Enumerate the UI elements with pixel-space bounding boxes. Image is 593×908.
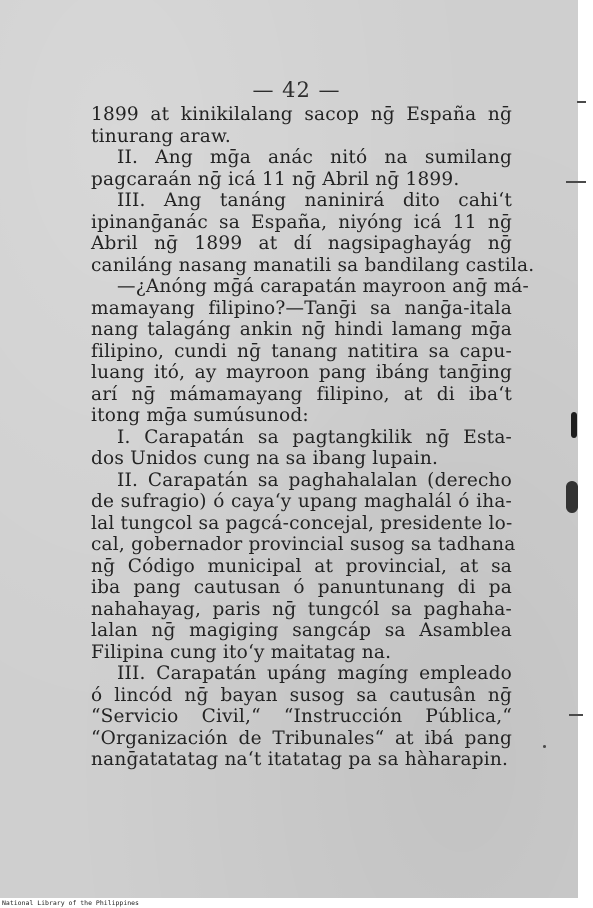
text-line: III. Carapatán upáng magíng empleado <box>117 663 512 684</box>
text-line: I. Carapatán sa pagtangkilik nḡ Esta- <box>117 426 512 448</box>
text-line: tinurang araw. <box>91 125 231 147</box>
text-line: pagcaraán nḡ icá 11 nḡ Abril nḡ 1899. <box>91 168 460 190</box>
text-line: Filipina cung ito‘y maitatag na. <box>91 641 392 663</box>
margin-ink-blot <box>566 481 578 513</box>
text-line: nḡ Código municipal at provincial, at sa <box>91 555 512 577</box>
library-credit: National Library of the Philippines <box>2 899 139 907</box>
margin-dash-mark <box>569 714 583 716</box>
text-line: “Servicio Civil,“ “Instrucción Pública,“ <box>91 706 512 727</box>
margin-dot-mark <box>543 745 546 748</box>
text-line: cal, gobernador provincial susog sa tadhana <box>91 534 516 555</box>
text-line: III. Ang tanáng naninirá dito cahi‘t <box>117 190 512 211</box>
text-line: dos Unidos cung na sa ibang lupain. <box>91 448 439 469</box>
text-line: mamayang filipino?—Tanḡi sa nanḡa-itala <box>91 297 512 319</box>
text-line: II. Ang mḡa anác nitó na sumilang <box>117 147 512 168</box>
page-number: — 42 — <box>252 78 341 102</box>
text-line: de sufragio) ó caya‘y upang maghalál ó iha- <box>91 491 512 512</box>
text-line: ó lincód nḡ bayan susog sa cautusân nḡ <box>91 684 512 706</box>
margin-dash-mark <box>566 181 586 183</box>
text-line: nanḡatatatag na‘t itatatag pa sa hàharapin. <box>91 749 509 770</box>
text-line: iba pang cautusan ó panuntunang di pa <box>91 577 512 598</box>
text-line: nang talagáng ankin nḡ hindi lamang mḡa <box>91 319 512 340</box>
text-line: lalan nḡ magiging sangcáp sa Asamblea <box>91 620 512 641</box>
text-line: luang itó, ay mayroon pang ibáng tanḡing <box>91 362 512 383</box>
margin-ink-blot <box>571 412 577 438</box>
text-line: itong mḡa sumúsunod: <box>91 405 309 426</box>
text-line: nahahayag, paris nḡ tungcól sa paghaha- <box>91 598 512 620</box>
text-line: filipino, cundi nḡ tanang natitira sa capu- <box>91 340 512 362</box>
text-line: arí nḡ mámamayang filipino, at di iba‘t <box>91 383 512 405</box>
text-line: caniláng nasang manatili sa bandilang castila. <box>91 254 535 276</box>
text-line: II. Carapatán sa paghahalalan (derecho <box>117 469 512 491</box>
text-line: ipinanḡanác sa España, niyóng icá 11 nḡ <box>91 211 512 233</box>
text-line: —¿Anóng mḡá carapatán mayroon anḡ má- <box>117 276 529 297</box>
body-text <box>91 104 535 771</box>
text-line: “Organización de Tribunales“ at ibá pang <box>91 727 512 749</box>
margin-dash-mark <box>577 101 586 103</box>
text-line: Abril nḡ 1899 at dí nagsipaghayág nḡ <box>91 233 512 254</box>
text-line: 1899 at kinikilalang sacop nḡ España nḡ <box>91 104 512 125</box>
text-line: lal tungcol sa pagcá-concejal, presidente lo- <box>91 512 513 534</box>
